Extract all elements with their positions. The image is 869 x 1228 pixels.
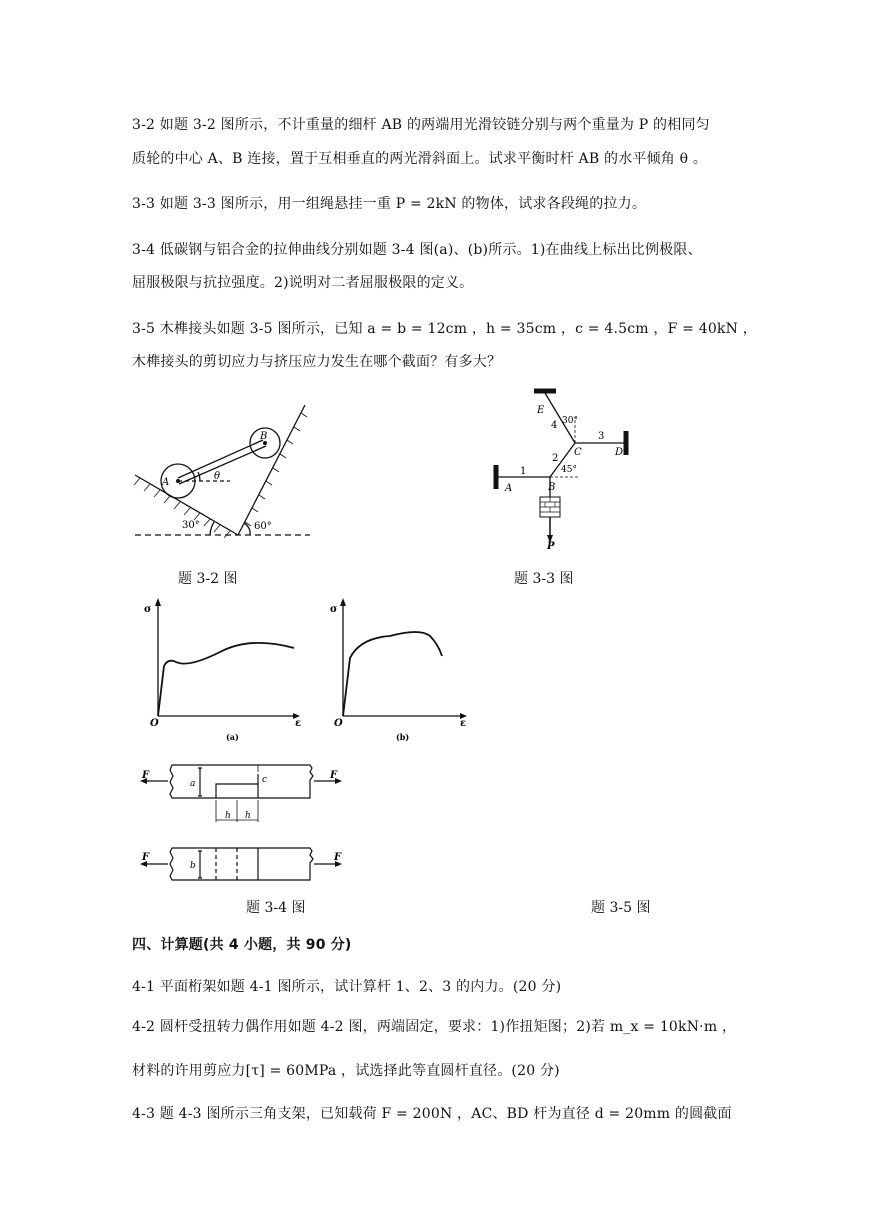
label-eps-b: ε: [460, 718, 467, 729]
label-h2: h: [245, 811, 251, 821]
label-A: A: [505, 483, 513, 494]
problem-3-5-line2: 木榫接头的剪切应力与挤压应力发生在哪个截面？有多大？: [132, 354, 502, 370]
label-2: 2: [552, 453, 559, 464]
label-B: B: [260, 431, 268, 442]
label-F-right-top: F: [330, 770, 338, 781]
section-heading: 四、计算题(共 4 小题，共 90 分): [132, 937, 352, 953]
label-3: 3: [598, 431, 605, 442]
label-B: B: [548, 482, 556, 493]
label-C: C: [574, 447, 582, 458]
label-eps-a: ε: [295, 718, 302, 729]
problem-3-4-line1: 3-4 低碳钢与铝合金的拉伸曲线分别如题 3-4 图(a)、(b)所示。1)在曲线上标出比例极限、: [132, 242, 702, 258]
problem-3-2-line1: 3-2 如题 3-2 图所示，不计重量的细杆 AB 的两端用光滑铰链分别与两个重量为 P 的相同匀: [132, 117, 710, 133]
label-30deg: 30°: [182, 520, 200, 531]
problem-4-2-line1: 4-2 圆杆受扭转力偶作用如题 4-2 图，两端固定，要求：1)作扭矩图；2)若 m_x = 10kN·m ，: [132, 1019, 737, 1035]
label-theta: θ: [214, 471, 221, 482]
caption-fig-3-4: 题 3-4 图: [246, 900, 306, 916]
label-h1: h: [225, 811, 231, 821]
label-origin-a: O: [150, 718, 159, 729]
label-origin-b: O: [334, 718, 343, 729]
caption-fig-3-2: 题 3-2 图: [178, 571, 238, 587]
label-1: 1: [520, 466, 527, 477]
label-30deg: 30°: [562, 416, 578, 426]
label-sigma-a: σ: [144, 604, 152, 615]
figure-3-3: [490, 385, 640, 555]
figure-3-5: [140, 760, 370, 890]
label-60deg: 60°: [254, 521, 272, 532]
problem-3-2-line2: 质轮的中心 A、B 连接，置于互相垂直的两光滑斜面上。试求平衡时杆 AB 的水平倾角 θ 。: [132, 151, 708, 167]
label-F-left-top: F: [142, 770, 150, 781]
label-sigma-b: σ: [330, 604, 338, 615]
problem-4-3-line: 4-3 题 4-3 图所示三角支架，已知载荷 F = 200N ，AC、BD 杆为直径 d = 20mm 的圆截面: [132, 1106, 732, 1122]
label-F-left-bottom: F: [142, 852, 150, 863]
label-P: P: [547, 541, 555, 552]
label-panel-a: (a): [226, 732, 239, 742]
label-45deg: 45°: [561, 465, 577, 475]
problem-3-4-line2: 屈服极限与抗拉强度。2)说明对二者屈服极限的定义。: [132, 275, 474, 291]
caption-fig-3-5: 题 3-5 图: [591, 900, 651, 916]
problem-3-5-line1: 3-5 木榫接头如题 3-5 图所示，已知 a = b = 12cm ，h = 35cm ，c = 4.5cm ，F = 40kN ，: [132, 321, 757, 337]
label-F-right-bottom: F: [334, 852, 342, 863]
label-4: 4: [551, 420, 558, 431]
label-c: c: [262, 775, 268, 785]
caption-fig-3-3: 题 3-3 图: [514, 571, 574, 587]
label-E: E: [537, 405, 545, 416]
problem-4-1-line: 4-1 平面桁架如题 4-1 图所示，试计算杆 1、2、3 的内力。(20 分): [132, 979, 562, 995]
label-b: b: [190, 861, 196, 871]
label-D: D: [615, 447, 624, 458]
label-panel-b: (b): [396, 732, 410, 742]
figure-3-4: [140, 598, 480, 748]
problem-4-2-line2: 材料的许用剪应力[τ] = 60MPa ，试选择此等直圆杆直径。(20 分): [132, 1063, 560, 1079]
label-A: A: [162, 477, 170, 488]
label-a: a: [190, 779, 196, 789]
figure-3-2: [130, 395, 310, 545]
problem-3-3-line: 3-3 如题 3-3 图所示，用一组绳悬挂一重 P = 2kN 的物体，试求各段绳的拉力。: [132, 196, 647, 212]
